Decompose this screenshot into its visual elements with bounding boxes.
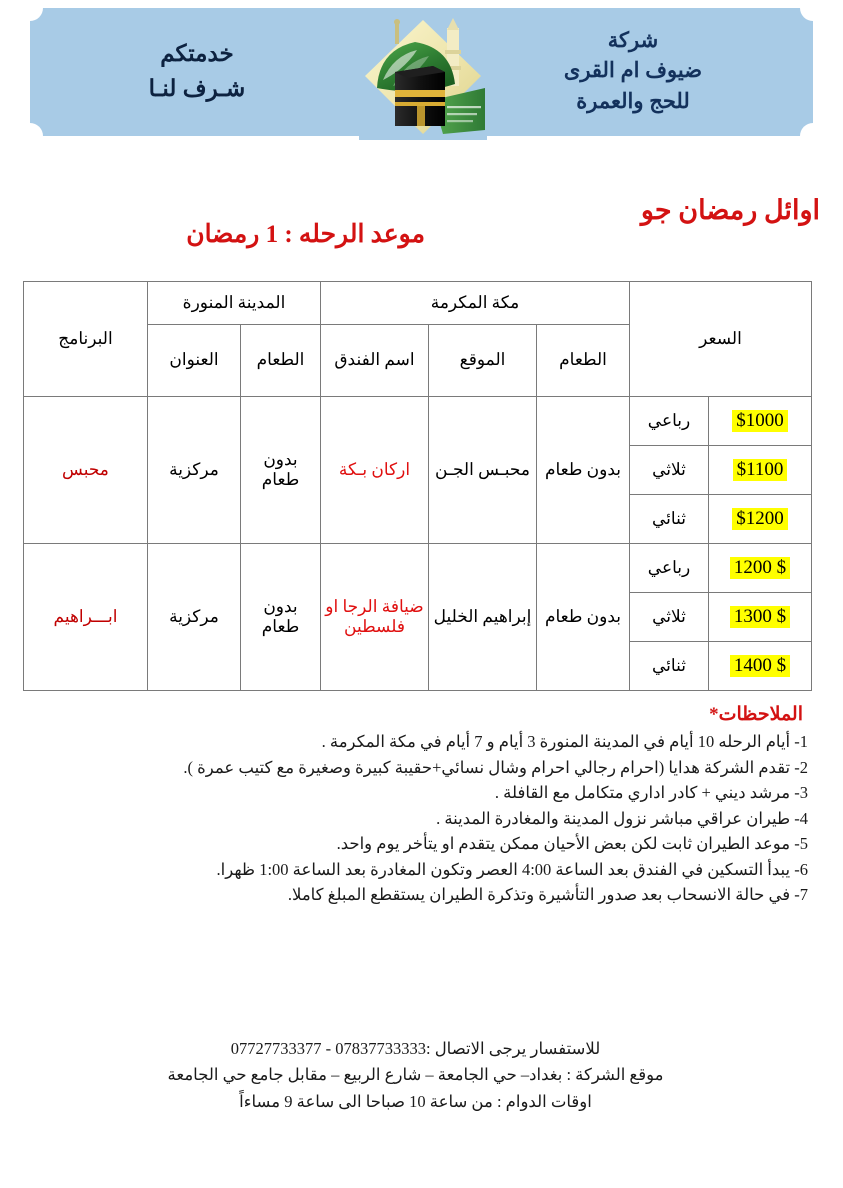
header-banner — [30, 8, 813, 136]
page-title: اوائل رمضان جو — [640, 195, 820, 225]
notes-list — [23, 729, 808, 908]
makkah-hotel-cell: اركان بـكة — [321, 397, 429, 544]
price-amount: $ 1200 — [730, 557, 790, 580]
header-group-makkah: مكة المكرمة — [321, 282, 630, 325]
table-row — [23, 544, 811, 593]
price-amount: $1200 — [732, 508, 788, 531]
price-value-cell — [709, 593, 812, 642]
header-group-madinah: المدينة المنورة — [147, 282, 320, 325]
title-row — [30, 195, 820, 255]
kaaba-mosque-logo-icon — [359, 14, 487, 140]
makkah-hotel-cell: ضيافة الرجا او فلسطين — [321, 544, 429, 691]
working-hours-line: اوقات الدوام : من ساعة 10 صباحا الى ساعة 9 مساءاً — [239, 1091, 592, 1111]
service-slogan-line-1: خدمتكم — [160, 40, 234, 66]
header-makkah-meal: الطعام — [537, 325, 630, 397]
price-amount: $1100 — [733, 459, 788, 482]
note-item: 5- موعد الطيران ثابت لكن بعض الأحيان ممكن يتقدم او يتأخر يوم واحد. — [336, 834, 808, 854]
note-item: 3- مرشد ديني + كادر اداري متكامل مع القافلة . — [494, 783, 808, 803]
service-slogan — [82, 36, 312, 105]
price-value-cell — [709, 397, 812, 446]
footer-contact-block — [23, 1036, 808, 1115]
header-price: السعر — [630, 282, 812, 397]
occupancy-cell: ثلاثي — [630, 593, 709, 642]
note-item: 6- يبدأ التسكين في الفندق بعد الساعة 4:00 العصر وتكون المغادرة بعد الساعة 1:00 ظهرا. — [216, 859, 808, 879]
price-amount: $ 1400 — [730, 655, 790, 678]
banner-notch-top-left — [17, 0, 43, 21]
package-price-table — [23, 281, 812, 691]
header-madinah-meal: الطعام — [241, 325, 321, 397]
madinah-address-cell: مركزية — [147, 544, 240, 691]
notes-title: الملاحظات* — [709, 704, 803, 725]
banner-notch-bottom-right — [800, 123, 826, 149]
price-amount: $1000 — [732, 410, 788, 433]
company-name-line-2: ضيوف ام القرى — [563, 59, 703, 83]
company-address-line: موقع الشركة : بغداد– حي الجامعة – شارع الربيع – مقابل جامع حي الجامعة — [167, 1065, 664, 1085]
table-group-header-row — [23, 282, 811, 325]
price-value-cell — [709, 544, 812, 593]
makkah-meal-cell: بدون طعام — [537, 397, 630, 544]
occupancy-cell: ثلاثي — [630, 446, 709, 495]
company-name — [493, 26, 773, 117]
note-item: 4- طيران عراقي مباشر نزول المدينة والمغادرة المدينة . — [436, 808, 808, 828]
makkah-meal-cell: بدون طعام — [537, 544, 630, 691]
makkah-location-cell: إبراهيم الخليل — [429, 544, 537, 691]
contact-phone-line: للاستفسار يرجى الاتصال :07837733333 - 07727733377 — [230, 1039, 601, 1058]
note-item: 7- في حالة الانسحاب بعد صدور التأشيرة وتذكرة الطيران يستقطع المبلغ كاملا. — [287, 885, 808, 905]
banner-notch-top-right — [800, 0, 826, 21]
price-value-cell — [709, 642, 812, 691]
madinah-meal-cell: بدون طعام — [241, 397, 321, 544]
occupancy-cell: رباعي — [630, 544, 709, 593]
program-name-cell: ابـــراهيم — [23, 544, 147, 691]
header-makkah-location: الموقع — [429, 325, 537, 397]
madinah-meal-cell: بدون طعام — [241, 544, 321, 691]
madinah-address-cell: مركزية — [147, 397, 240, 544]
note-item: 2- تقدم الشركة هدايا (احرام رجالي احرام وشال نسائي+حقيبة كبيرة وصغيرة مع كتيب عمرة ). — [183, 757, 808, 777]
notes-section — [23, 703, 808, 908]
makkah-location-cell: محبـس الجـن — [429, 397, 537, 544]
occupancy-cell: ثنائي — [630, 495, 709, 544]
note-item: 1- أيام الرحله 10 أيام في المدينة المنورة 3 أيام و 7 أيام في مكة المكرمة . — [321, 732, 808, 751]
company-name-line-3: للحج والعمرة — [576, 89, 690, 113]
price-value-cell — [709, 495, 812, 544]
header-madinah-address: العنوان — [147, 325, 240, 397]
price-amount: $ 1300 — [730, 606, 790, 629]
company-name-line-1: شركة — [607, 29, 659, 52]
service-slogan-line-2: شـرف لنـا — [148, 74, 246, 101]
table-row — [23, 397, 811, 446]
header-makkah-hotel: اسم الفندق — [321, 325, 429, 397]
price-value-cell — [709, 446, 812, 495]
occupancy-cell: ثنائي — [630, 642, 709, 691]
header-program: البرنامج — [23, 282, 147, 397]
trip-date-label: موعد الرحله : 1 رمضان — [186, 221, 425, 248]
occupancy-cell: رباعي — [630, 397, 709, 446]
banner-notch-bottom-left — [17, 123, 43, 149]
program-name-cell: محبس — [23, 397, 147, 544]
